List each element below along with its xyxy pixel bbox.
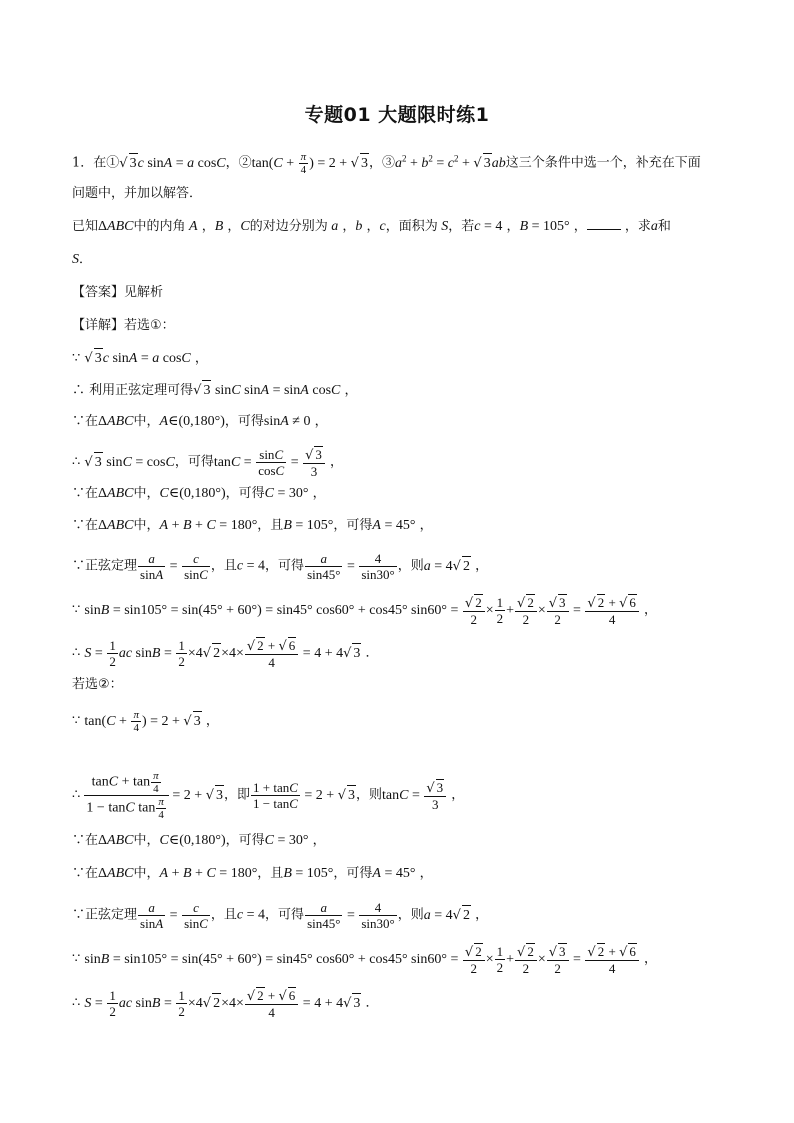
text: ，可得	[224, 414, 264, 429]
sol2-line-4: ∵在ΔABC中，A + B + C = 180°，且B = 105°，可得A = 45° ，	[72, 866, 433, 881]
text: ，则	[397, 558, 424, 574]
sol1-line-7: ∵正弦定理 $\frac{a}{\sin A}$ = $\frac{c}{\sin C}$ ，且c = 4，可得 $\frac{a}{\sin 45^\circ}$ = $\frac{4}{\sin 30^\circ}$ ，则a = 4√ 2 ，	[72, 551, 489, 582]
text: ∵	[72, 951, 81, 967]
detail-label: 【详解】若选①：	[72, 318, 175, 333]
condition-1: √ 3c sinA = a cosC	[119, 156, 225, 171]
text: ∴	[72, 383, 86, 398]
text: ∵	[72, 713, 81, 729]
problem-line-1	[72, 148, 701, 176]
text: 在	[85, 866, 99, 881]
text: 正弦定理	[85, 558, 138, 574]
text: ，且	[210, 907, 237, 923]
text: ．	[79, 252, 93, 267]
text: ∵	[72, 602, 81, 618]
text: 在	[85, 833, 99, 848]
text: ，可得	[174, 454, 214, 470]
problem-line-3: 已知ΔABC中的内角 A ，B ，C的对边分别为 a ，b ，c，面积为 S，若c = 4 ，B = 105° ， ，求a和	[72, 219, 671, 234]
sol1-line-9: ∴ S = $\frac{1}{2}$ ac sinB = $\frac{1}{2}$ ×4√ 2×4× $\frac{√ 2 + √ 6}{4}$ = 4 + 4√ 3 ．	[72, 638, 379, 670]
answer-label: 【答案】见解析	[72, 285, 164, 300]
text: ∵	[72, 866, 86, 881]
text: ，可得	[333, 866, 373, 881]
text: 正弦定理	[85, 907, 138, 923]
text: ∴	[72, 454, 81, 470]
sol1-line-8: ∵ sinB = sin105° = sin(45° + 60°) = sin45° cos60° + cos45° sin60° = $\frac{√ 2}{2}$ × $\frac{1}{2}$ + $\frac{√ 2}{2}$ × $\frac{√ 3}{2}$ = $\frac{√ 2 + √ 6}{4}$ ，	[72, 595, 657, 627]
answer-blank[interactable]	[587, 217, 621, 230]
page-title: 专题01 大题限时练1	[304, 104, 490, 126]
text: ∵	[72, 558, 86, 574]
problem-tail: 这三个条件中选一个，补充在下面	[505, 155, 701, 171]
text: 在	[85, 486, 99, 501]
text: 中，	[133, 414, 160, 429]
text: ，可得	[265, 907, 305, 923]
text: 中，	[133, 486, 160, 501]
sol2-line-2: ∴ tanC + tan $\frac{\pi}{4}$ 1 − tanC tan $\frac{\pi}{4}$ = 2 + √ 3，即 $\frac{1 + \tan C}{1 - \tan C}$ = 2 + √ 3，则tanC = $\frac{√ 3}{3}$ ，	[72, 770, 465, 821]
text: ，且	[257, 518, 284, 533]
text: 利用正弦定理可得	[89, 383, 194, 398]
condition-3: $a^2 + b^2 = c^2$ + √ 3ab	[395, 156, 506, 171]
text: ，且	[210, 558, 237, 574]
condition-1-marker: ①	[106, 155, 120, 171]
text: ，且	[257, 866, 284, 881]
text: 在	[85, 518, 99, 533]
sol2-line-5: ∵正弦定理 $\frac{a}{\sin A}$ = $\frac{c}{\sin C}$ ，且c = 4，可得 $\frac{a}{\sin 45^\circ}$ = $\frac{4}{\sin 30^\circ}$ ，则a = 4√ 2 ，	[72, 900, 489, 931]
sol1-line-6: ∵在ΔABC中，A + B + C = 180°，且B = 105°，可得A = 45° ，	[72, 518, 433, 533]
sol2-line-1: ∵ tan(C + $\frac{\pi}{4}$ ) = 2 + √ 3 ，	[72, 709, 219, 734]
sol2-line-3: ∵在ΔABC中，C∈(0,180°)，可得C = 30° ，	[72, 833, 326, 848]
text: 中的内角	[133, 219, 186, 234]
text: ，可得	[265, 558, 305, 574]
text: ，可得	[225, 486, 265, 501]
condition-2-marker: ，②	[225, 155, 252, 171]
text: ，可得	[225, 833, 265, 848]
text: ，则	[355, 787, 382, 803]
text: ∴	[72, 995, 81, 1011]
sol1-line-4: ∴ √ 3 sinC = cosC，可得tanC = $\frac{\sin C}{\cos C}$ = $\frac{√ 3}{3}$ ，	[72, 447, 344, 479]
condition-3-marker: ，③	[368, 155, 395, 171]
text: ∴	[72, 787, 81, 803]
text: ∴	[72, 645, 81, 661]
sol1-line-5: ∵在ΔABC中，C∈(0,180°)，可得C = 30° ，	[72, 486, 326, 501]
problem-number: 1．在	[72, 155, 107, 171]
text: ∵	[72, 518, 86, 533]
text: ，面积为	[385, 219, 438, 234]
text: 中，	[133, 866, 160, 881]
text: 在	[85, 414, 99, 429]
text: ∵	[72, 907, 86, 923]
text: 和	[657, 219, 671, 234]
sol1-line-3: ∵在ΔABC中，A∈(0,180°)，可得sinA ≠ 0 ，	[72, 414, 328, 429]
text: 的对边分别为	[249, 219, 328, 234]
condition-2: tan(C + $\frac{\pi}{4}$ ) = 2 + √ 3	[251, 150, 368, 176]
text: ∵	[72, 414, 86, 429]
text: ，即	[223, 787, 250, 803]
text: ∵	[72, 833, 86, 848]
text: ∵	[72, 486, 86, 501]
sol2-line-7: ∴ S = $\frac{1}{2}$ ac sinB = $\frac{1}{2}$ ×4√ 2×4× $\frac{√ 2 + √ 6}{4}$ = 4 + 4√ 3 ．	[72, 988, 379, 1020]
sol1-line-2: ∴ 利用正弦定理可得√ 3 sinC sinA = sinA cosC ，	[72, 380, 358, 401]
sol1-line-1: ∵ √ 3c sinA = a cosC ，	[72, 348, 208, 369]
text: 中，	[133, 833, 160, 848]
problem-line-2: 问题中，并加以解答．	[72, 186, 203, 201]
text: ，则	[397, 907, 424, 923]
text: ，可得	[333, 518, 373, 533]
text: ，若	[448, 219, 475, 234]
sol2-line-6: ∵ sinB = sin105° = sin(45° + 60°) = sin45° cos60° + cos45° sin60° = $\frac{√ 2}{2}$ × $\frac{1}{2}$ + $\frac{√ 2}{2}$ × $\frac{√ 3}{2}$ = $\frac{√ 2 + √ 6}{4}$ ，	[72, 944, 657, 976]
text: 已知	[72, 219, 99, 234]
choose2-label: 若选②：	[72, 677, 123, 692]
problem-line-4: S．	[72, 252, 93, 267]
text: ∵	[72, 351, 81, 366]
text: ，求	[624, 219, 651, 234]
text: 中，	[133, 518, 160, 533]
